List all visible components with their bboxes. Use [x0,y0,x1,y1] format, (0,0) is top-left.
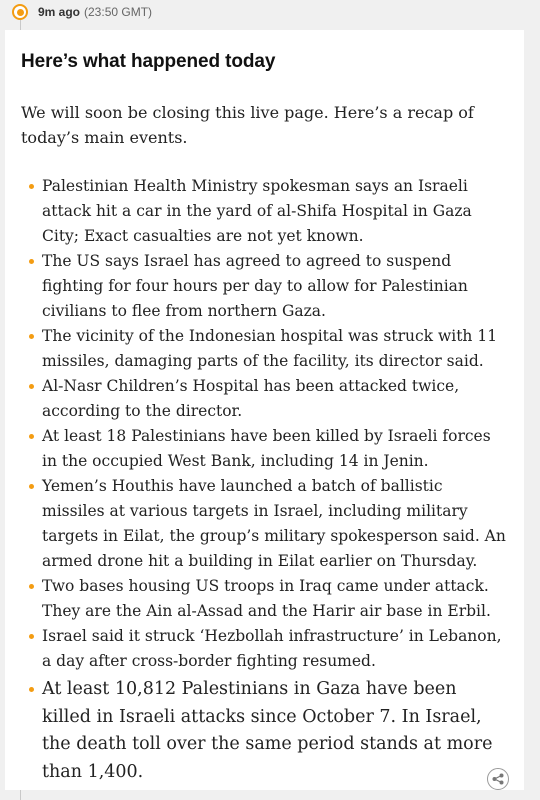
post-heading: Here’s what happened today [21,51,276,72]
post-time: (23:50 GMT) [84,5,153,19]
share-icon [488,769,508,789]
event-item: Two bases housing US troops in Iraq came under attack. They are the Ain al-Assad and the Harir air base in Erbil. [21,574,508,624]
event-item: Al-Nasr Children’s Hospital has been attacked twice, according to the director. [21,374,508,424]
time-ago: 9m ago [38,5,81,19]
event-item: Israel said it struck ‘Hezbollah infrastructure’ in Lebanon, a day after cross-border fighting resumed. [21,624,508,674]
timeline-dot-icon [12,4,28,20]
event-item: Palestinian Health Ministry spokesman says an Israeli attack hit a car in the yard of al-Shifa Hospital in Gaza City; Exact casualties are not yet known. [21,174,508,249]
event-item: Yemen’s Houthis have launched a batch of ballistic missiles at various targets in Israel, including military targets in Eilat, the group’s military spokesperson said. An armed drone hit a building in Eilat earlier on Thursday. [21,474,508,574]
live-post-card [5,30,524,790]
event-item: The US says Israel has agreed to agreed to suspend fighting for four hours per day to allow for Palestinian civilians to flee from northern Gaza. [21,249,508,324]
event-item: At least 10,812 Palestinians in Gaza have been killed in Israeli attacks since October 7. In Israel, the death toll over the same period stands at more than 1,400. [21,676,508,786]
events-list [21,174,508,786]
post-timestamp [12,2,152,22]
post-intro: We will soon be closing this live page. Here’s a recap of today’s main events. [21,103,474,147]
share-button[interactable] [487,768,509,790]
event-item: The vicinity of the Indonesian hospital was struck with 11 missiles, damaging parts of the facility, its director said. [21,324,508,374]
event-item: At least 18 Palestinians have been killed by Israeli forces in the occupied West Bank, including 14 in Jenin. [21,424,508,474]
